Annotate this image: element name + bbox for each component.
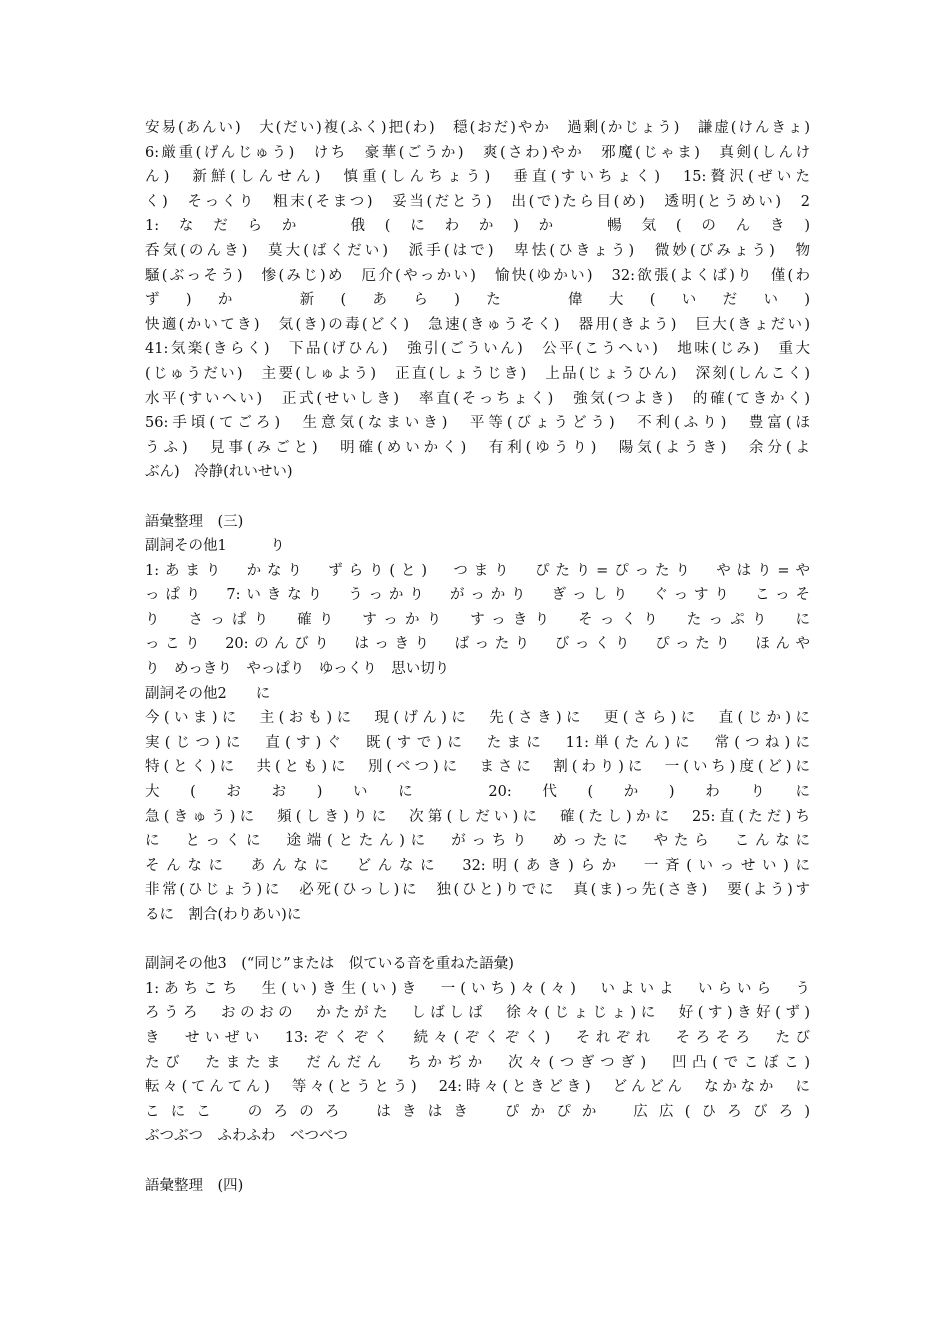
text-line: そんなに あんなに どんなに 32:明(あき)らか 一斉(いっせい)に [145,857,810,874]
text-line: り さっぱり 確り すっかり すっきり そっくり たっぷり に [145,611,810,628]
text-line: ず)か 新(あら)た 偉大(いだい) [145,292,810,309]
text-line: ん) 新鮮(しんせん) 慎重(しんちょう) 垂直(すいちょく) 15:贅沢(ぜいた [145,169,810,186]
text-line: ぶん) 冷静(れいせい) [145,464,293,481]
text-line: うふ) 見事(みごと) 明確(めいかく) 有利(ゆうり) 陽気(ようき) 余分(よ [145,439,810,456]
text-line: っぱり 7:いきなり うっかり がっかり ぎっしり ぐっすり こっそ [145,587,810,604]
text-line: こにこ のろのろ はきはき ぴかぴか 広広(ひろびろ) [145,1103,810,1120]
text-line: たび たまたま だんだん ちかぢか 次々(つぎつぎ) 凹凸(でこぼこ) [145,1054,810,1071]
text-line: 転々(てんてん) 等々(とうとう) 24:時々(ときどき) どんどん なかなか に [145,1079,810,1096]
text-line: 1:なだらか 俄(にわか)か 暢気(のんき) [145,218,810,235]
blank-line [145,1149,810,1174]
section-heading: 副詞その他3 (“同じ”または 似ている音を重ねた語彙) [145,956,514,973]
text-line: 56:手頃(てごろ) 生意気(なまいき) 平等(びょうどう) 不利(ふり) 豊富(ほ [145,415,810,432]
text-line: るに 割合(わりあい)に [145,907,302,923]
section-heading: 副詞その他1 り [145,538,285,555]
text-line: 騒(ぶっそう) 惨(みじ)め 厄介(やっかい) 愉快(ゆかい) 32:欲張(よくば)り 僅(わ [145,267,810,284]
text-line: 1:あちこち 生(い)き生(い)き 一(いち)々(々) いよいよ いらいら う [145,980,810,997]
text-line: っこり 20:のんびり はっきり ばったり びっくり ぴったり ほんや [145,636,810,653]
text-line: り めっきり やっぱり ゆっくり 思い切り [145,661,450,678]
section-heading: 副詞その他2 に [145,685,271,702]
text-line: 呑気(のんき) 莫大(ばくだい) 派手(はで) 卑怯(ひきょう) 微妙(びみょう) 物 [145,242,810,259]
text-line: ぶつぶつ ふわふわ べつべつ [145,1128,348,1145]
text-line: 非常(ひじょう)に 必死(ひっし)に 独(ひと)りでに 真(ま)っ先(さき) 要(よう)す [145,882,810,899]
text-line: く) そっくり 粗末(そまつ) 妥当(だとう) 出(で)たら目(め) 透明(とうめい) 2 [145,193,810,210]
text-line: ろうろ おのおの かたがた しばしば 徐々(じょじょ)に 好(す)き好(ず) [145,1005,810,1022]
text-line: 6:厳重(げんじゅう) けち 豪華(ごうか) 爽(さわ)やか 邪魔(じゃま) 真剣(しんけ [145,144,810,161]
text-line: 大(おお)いに 20:代(か)わりに [145,784,810,801]
section-heading: 語彙整理 (四) [145,1177,244,1194]
document-page [145,116,810,1198]
section-heading: 語彙整理 (三) [145,513,244,530]
text-line: 41:気楽(きらく) 下品(げひん) 強引(ごういん) 公平(こうへい) 地味(じみ) 重大 [145,341,810,358]
text-line: (じゅうだい) 主要(しゅよう) 正直(しょうじき) 上品(じょうひん) 深刻(しんこく) [145,365,810,382]
text-line: に とっくに 途端(とたん)に がっちり めったに やたら こんなに [145,833,810,850]
blank-line [145,928,810,953]
blank-line [145,485,810,510]
text-line: 水平(すいへい) 正式(せいしき) 率直(そっちょく) 強気(つよき) 的確(てきかく) [145,390,810,407]
text-line: 今(いま)に 主(おも)に 現(げん)に 先(さき)に 更(さら)に 直(じか)に [145,710,810,727]
text-line: 快適(かいてき) 気(き)の毒(どく) 急速(きゅうそく) 器用(きよう) 巨大(きょだい) [145,316,810,333]
text-line: き せいぜい 13:ぞくぞく 続々(ぞくぞく) それぞれ そろそろ たび [145,1029,810,1046]
document-body [145,116,810,1198]
text-line: 実(じつ)に 直(す)ぐ 既(すで)に たまに 11:単(たん)に 常(つね)に [145,734,810,751]
text-line: 特(とく)に 共(とも)に 別(べつ)に まさに 割(わり)に 一(いち)度(ど)に [145,759,810,776]
text-line: 急(きゅう)に 頻(しき)りに 次第(しだい)に 確(たし)かに 25:直(ただ)ち [145,808,810,825]
text-line: 1:あまり かなり ずらり(と) つまり ぴたり=ぴったり やはり=や [145,562,810,579]
text-line: 安易(あんい) 大(だい)複(ふく)把(わ) 穏(おだ)やか 過剰(かじょう) 謙虚(けんきょ) [145,120,810,136]
